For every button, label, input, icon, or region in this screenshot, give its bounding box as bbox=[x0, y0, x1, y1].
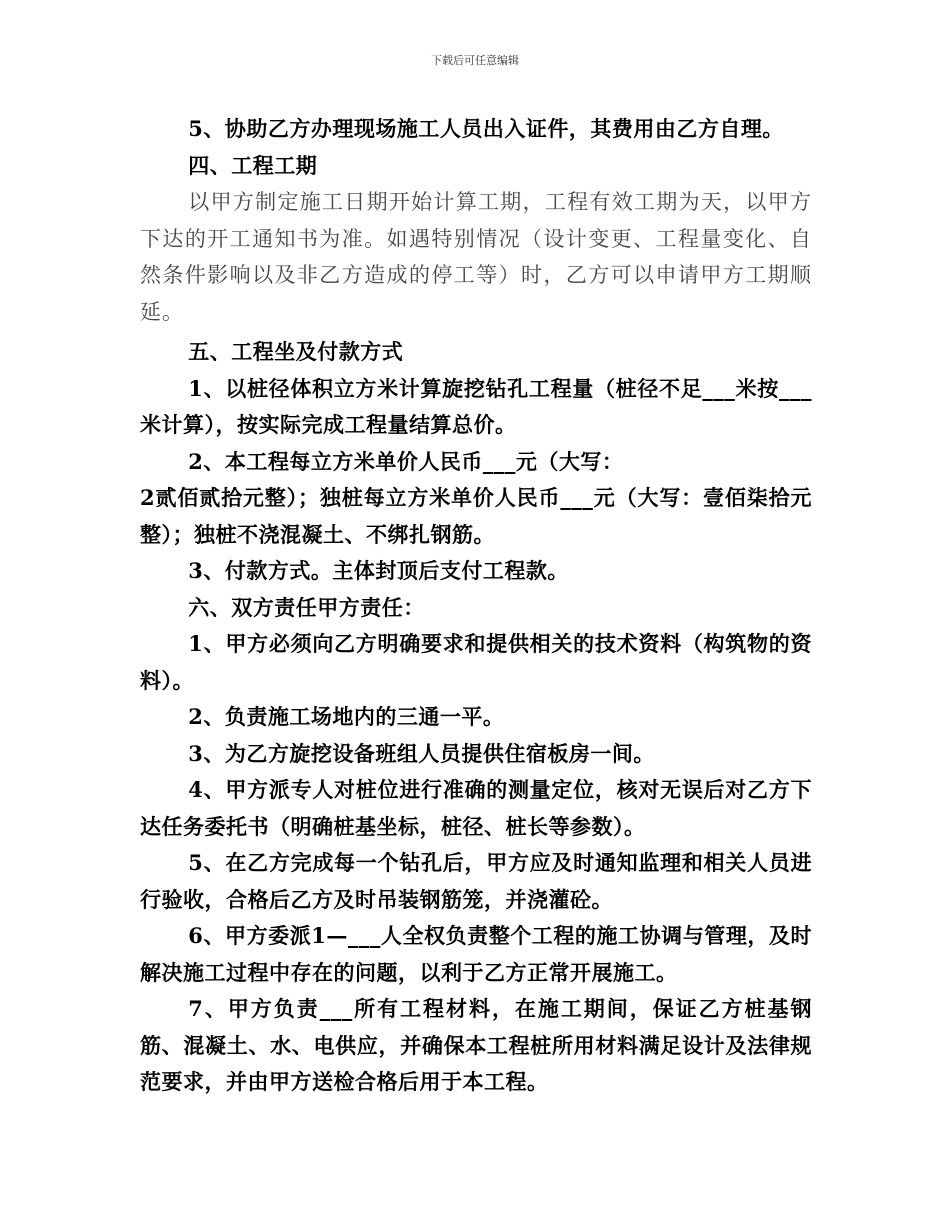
paragraph-payment-3: 3、付款方式。主体封顶后支付工程款。 bbox=[188, 558, 569, 583]
document-body bbox=[140, 111, 812, 1101]
paragraph-resp-5: 5、在乙方完成每一个钻孔后，甲方应及时通知监理和相关人员进行验收，合格后乙方及时吊装钢筋笼，并浇灌砼。 bbox=[140, 850, 812, 912]
paragraph-payment-1: 1、以桩径体积立方米计算旋挖钻孔工程量（桩径不足___米按___米计算），按实际完成工程量结算总价。 bbox=[140, 375, 812, 437]
paragraph-item-5-assist-pass: 5、协助乙方办理现场施工人员出入证件，其费用由乙方自理。 bbox=[188, 116, 784, 141]
paragraph-payment-2-continued: 2贰佰贰拾元整）；独桩每立方米单价人民币___元（大写：壹佰柒拾元整）；独桩不浇混凝土、不绑扎钢筋。 bbox=[140, 485, 812, 547]
paragraph-resp-1: 1、甲方必须向乙方明确要求和提供相关的技术资料（构筑物的资料）。 bbox=[140, 631, 812, 693]
paragraph-resp-3: 3、为乙方旋挖设备班组人员提供住宿板房一间。 bbox=[188, 740, 655, 766]
paragraph-resp-6: 6、甲方委派1—___人全权负责整个工程的施工协调与管理，及时解决施工过程中存在的问题，以利于乙方正常开展施工。 bbox=[140, 923, 812, 985]
section-heading-responsibilities: 六、双方责任甲方责任： bbox=[188, 594, 425, 620]
paragraph-resp-2: 2、负责施工场地内的三通一平。 bbox=[188, 704, 505, 729]
paragraph-schedule: 以甲方制定施工日期开始计算工期，工程有效工期为天，以甲方下达的开工通知书为准。如遇特别情况（设计变更、工程量变化、自然条件影响以及非乙方造成的停工等）时，乙方可以申请甲方工期顺延。 bbox=[140, 190, 812, 324]
paragraph-payment-2: 2、本工程每立方米单价人民币___元（大写： bbox=[188, 448, 624, 474]
section-heading-schedule: 四、工程工期 bbox=[188, 152, 318, 178]
page-header: 下载后可任意编辑 bbox=[431, 54, 519, 67]
section-heading-payment: 五、工程坐及付款方式 bbox=[188, 339, 404, 364]
paragraph-resp-4: 4、甲方派专人对桩位进行准确的测量定位，核对无误后对乙方下达任务委托书（明确桩基坐标，桩径、桩长等参数）。 bbox=[140, 777, 812, 839]
paragraph-resp-7: 7、甲方负责___所有工程材料，在施工期间，保证乙方桩基钢筋、混凝土、水、电供应，并确保本工程桩所用材料满足设计及法律规范要求，并由甲方送检合格后用于本工程。 bbox=[140, 996, 812, 1094]
